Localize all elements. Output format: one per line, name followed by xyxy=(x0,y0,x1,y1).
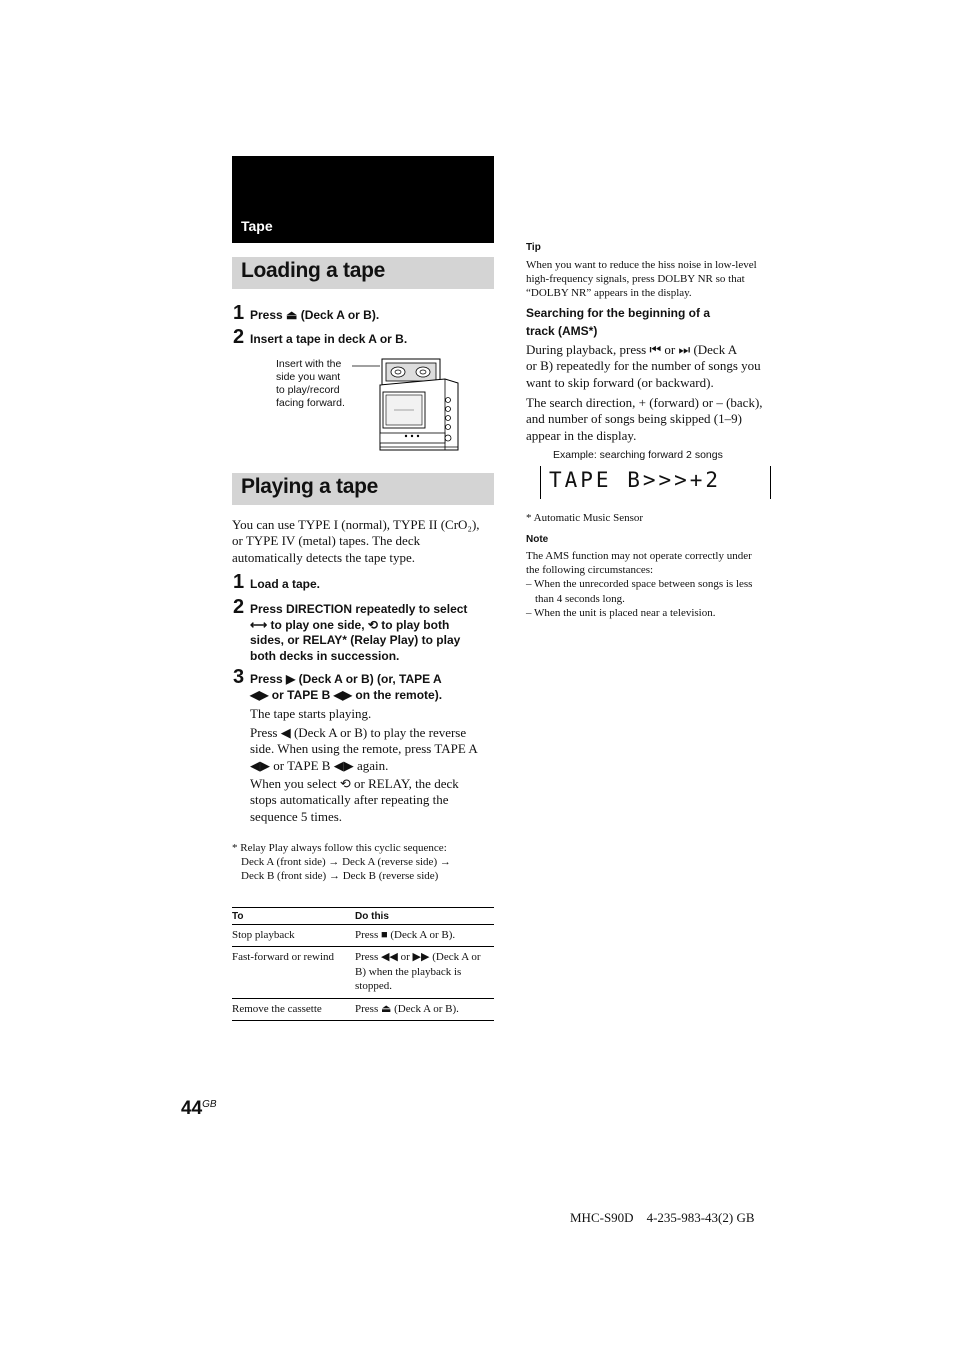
ams-footnote: * Automatic Music Sensor xyxy=(526,512,644,524)
note-text xyxy=(526,549,788,620)
para-line: During playback, press ⏮ or ⏭ (Deck A xyxy=(526,342,738,357)
para-line: or B) repeatedly for the number of songs you xyxy=(526,358,761,374)
intro-line: automatically detects the tape type. xyxy=(232,549,416,565)
relay-repeat-text xyxy=(250,776,500,825)
section-label: Tape xyxy=(241,218,273,234)
intro-line: or TYPE IV (metal) tapes. The deck xyxy=(232,533,421,549)
tip-line: When you want to reduce the hiss noise in low-level xyxy=(526,259,757,271)
tape-deck-illustration xyxy=(350,355,465,455)
tip-line: “DOLBY NR” appears in the display. xyxy=(526,287,692,300)
display-readout: TAPE B>>>+2 xyxy=(549,468,722,492)
table-row xyxy=(232,998,494,1020)
tape-starts-text: The tape starts playing. xyxy=(250,706,372,721)
example-caption: Example: searching forward 2 songs xyxy=(553,449,723,461)
search-heading xyxy=(526,305,710,340)
para-line: stops automatically after repeating the xyxy=(250,792,449,808)
search-heading-line: Searching for the beginning of a xyxy=(526,306,711,320)
tip-line: high-frequency signals, press DOLBY NR so that xyxy=(526,273,745,286)
table-header-do-this: Do this xyxy=(355,908,494,925)
loading-step-1-text: Press ⏏ (Deck A or B). xyxy=(250,308,380,322)
para-line: side. When using the remote, press TAPE A xyxy=(250,741,478,757)
playing-step-1-text: Load a tape. xyxy=(250,577,321,591)
relay-footnote xyxy=(232,841,497,884)
page-number-value: 44 xyxy=(181,1098,203,1119)
playing-step-3-number: 3 xyxy=(233,666,245,688)
table-cell: Press ■ (Deck A or B). xyxy=(355,925,494,947)
note-line: The AMS function may not operate correctly under xyxy=(526,550,752,562)
footnote-line: Deck B (front side) → Deck B (reverse side) xyxy=(241,870,439,883)
callout-line: facing forward. xyxy=(276,397,345,409)
reverse-side-text xyxy=(250,725,500,774)
note-line: than 4 seconds long. xyxy=(535,592,625,605)
note-label: Note xyxy=(526,534,549,545)
loading-title: Loading a tape xyxy=(241,259,385,282)
note-line: – When the unrecorded space between songs is less xyxy=(526,578,753,591)
table-header-row xyxy=(232,908,494,925)
loading-step-1-number: 1 xyxy=(233,302,245,324)
table-cell: Fast-forward or rewind xyxy=(232,947,355,998)
step-line: ⟷ to play one side, ⟲ to play both xyxy=(250,617,450,632)
page-number xyxy=(181,1098,217,1120)
tip-label: Tip xyxy=(526,242,541,253)
playing-step-2-number: 2 xyxy=(233,596,245,618)
para-line: appear in the display. xyxy=(526,427,637,443)
step-line: sides, or RELAY* (Relay Play) to play xyxy=(250,633,461,647)
page-number-suffix: GB xyxy=(202,1099,217,1110)
para-line: The search direction, + (forward) or – (back), xyxy=(526,395,763,410)
step-line: ◀▶ or TAPE B ◀▶ on the remote). xyxy=(250,687,443,702)
footnote-line: Deck A (front side) → Deck A (reverse side) → xyxy=(241,856,451,869)
para-line: want to skip forward (or backward). xyxy=(526,374,714,390)
para-line: ◀▶ or TAPE B ◀▶ again. xyxy=(250,757,389,773)
callout-line: Insert with the xyxy=(276,358,342,370)
model-footer: MHC-S90D 4-235-983-43(2) GB xyxy=(570,1210,755,1225)
note-line: – When the unit is placed near a television. xyxy=(526,606,716,619)
playing-step-3-text xyxy=(250,672,500,703)
tip-text xyxy=(526,258,786,301)
step-line: Press DIRECTION repeatedly to select xyxy=(250,602,468,616)
search-paragraph-2 xyxy=(526,395,786,444)
table-cell: Remove the cassette xyxy=(232,998,355,1020)
footnote-line: * Relay Play always follow this cyclic sequence: xyxy=(232,842,447,854)
table-row xyxy=(232,925,494,947)
search-paragraph-1 xyxy=(526,342,786,391)
playing-heading-bar xyxy=(232,473,494,505)
loading-heading-bar xyxy=(232,257,494,289)
note-line: the following circumstances: xyxy=(526,564,654,577)
callout-line: to play/record xyxy=(276,384,340,396)
loading-step-2-number: 2 xyxy=(233,326,245,348)
para-line: sequence 5 times. xyxy=(250,808,343,824)
table-cell: Stop playback xyxy=(232,925,355,947)
playing-step-1-number: 1 xyxy=(233,571,245,593)
step-line: both decks in succession. xyxy=(250,648,400,663)
playing-title: Playing a tape xyxy=(241,475,379,498)
loading-step-2-text: Insert a tape in deck A or B. xyxy=(250,332,408,346)
table-cell: Press ◀◀ or ▶▶ (Deck A or B) when the playback is stopped. xyxy=(355,947,494,998)
insert-callout xyxy=(276,358,345,410)
para-line: Press ◀ (Deck A or B) to play the reverse xyxy=(250,725,467,740)
operations-table xyxy=(232,907,494,1021)
step-line: Press ▶ (Deck A or B) (or, TAPE A xyxy=(250,672,442,686)
table-row xyxy=(232,947,494,998)
playing-step-2-text xyxy=(250,602,500,664)
playing-intro xyxy=(232,517,497,566)
para-line: and number of songs being skipped (1–9) xyxy=(526,411,742,427)
para-line: When you select ⟲ or RELAY, the deck xyxy=(250,776,459,791)
search-heading-line: track (AMS*) xyxy=(526,323,598,338)
callout-line: side you want xyxy=(276,371,341,383)
table-header-to: To xyxy=(232,908,355,925)
intro-line: You can use TYPE I (normal), TYPE II (CrO₂), xyxy=(232,517,480,532)
table-cell: Press ⏏ (Deck A or B). xyxy=(355,998,494,1020)
